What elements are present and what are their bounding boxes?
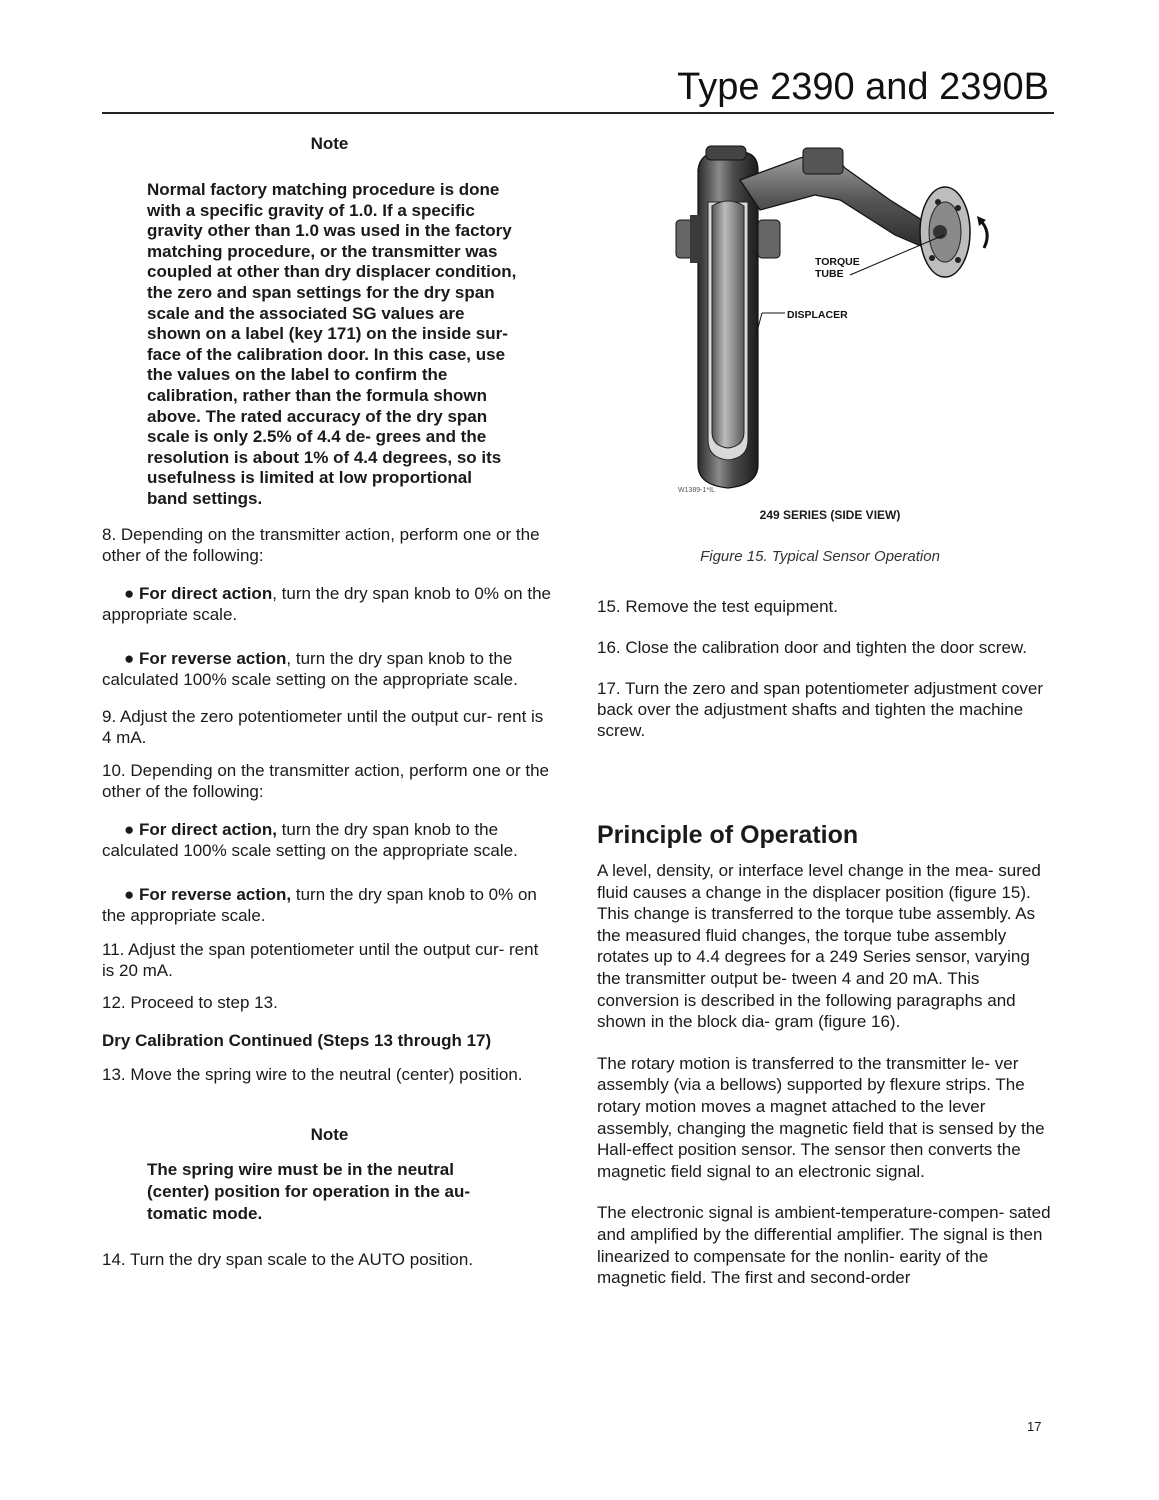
figure-code: W1389-1*IL <box>678 487 715 494</box>
figure-caption-title: 249 SERIES (SIDE VIEW) <box>759 508 901 522</box>
page-number: 17 <box>1027 1419 1042 1434</box>
left-column <box>102 133 552 1270</box>
step-14: 14. Turn the dry span scale to the AUTO position. <box>102 1249 474 1269</box>
step-11: 11. Adjust the span potentiometer until the output cur- rent is 20 mA. <box>102 939 539 980</box>
step-17: 17. Turn the zero and span potentiometer adjustment cover back over the adjustment shafts and tighten the machine screw. <box>597 679 1044 740</box>
figure-sensor <box>640 140 1020 530</box>
section-heading: Principle of Operation <box>597 821 859 849</box>
bullet-label: For reverse action <box>139 648 287 668</box>
bullet-icon: ● <box>124 648 135 668</box>
header-rule <box>102 112 1054 114</box>
paragraph: The electronic signal is ambient-temperature-compen- sated and amplified by the differential amplifier. The signal is then linearized to compensate for the nonlin- earity of the magnetic field. The first and second-order <box>597 1203 1051 1288</box>
step-8-bullet-direct <box>102 583 552 625</box>
note-title: Note <box>310 134 349 153</box>
figure-label-displacer: DISPLACER <box>787 309 848 321</box>
step-9: 9. Adjust the zero potentiometer until the output cur- rent is 4 mA. <box>102 706 544 747</box>
paragraph: The rotary motion is transferred to the transmitter le- ver assembly (via a bellows) supported by flexure strips. The rotary motion moves a magnet attached to the lever assembly, changing the magnetic field that is sensed by the Hall-effect position sensor. The sensor then converts the magnetic field signal to an electronic signal. <box>597 1053 1045 1181</box>
step-10-bullet-reverse <box>102 884 552 926</box>
document-header-title: Type 2390 and 2390B <box>677 66 1049 108</box>
bullet-text: , turn the dry span knob to the calculated 100% scale setting on the appropriate scale. <box>102 648 518 689</box>
bullet-label: For direct action, <box>139 819 277 839</box>
right-column <box>597 596 1052 1289</box>
paragraph: A level, density, or interface level change in the mea- sured fluid causes a change in the displacer position (figure 15). This change is transferred to the torque tube assembly. As the measured fluid changes, the torque tube assembly rotates up to 4.4 degrees for a 249 Series sensor, varying the transmitter output be- tween 4 and 20 mA. This conversion is described in the following paragraphs and shown in the block dia- gram (figure 16). <box>597 861 1041 1032</box>
figure-caption: Figure 15. Typical Sensor Operation <box>700 548 940 565</box>
bullet-icon: ● <box>124 884 135 904</box>
step-16: 16. Close the calibration door and tighten the door screw. <box>597 638 1027 657</box>
step-15: 15. Remove the test equipment. <box>597 597 838 616</box>
bullet-icon: ● <box>124 819 135 839</box>
bullet-text: turn the dry span knob to the calculated 100% scale setting on the appropriate scale. <box>102 819 518 860</box>
note-title: Note <box>310 1124 349 1144</box>
note-body: The spring wire must be in the neutral (center) position for operation in the au- tomatic mode. <box>147 1159 470 1223</box>
bullet-icon: ● <box>124 583 135 603</box>
step-8-bullet-reverse <box>102 648 552 690</box>
figure-label-tube: TUBE <box>815 268 844 280</box>
step-10: 10. Depending on the transmitter action, perform one or the other of the following: <box>102 760 549 801</box>
figure-label-torque: TORQUE <box>815 256 860 268</box>
step-12: 12. Proceed to step 13. <box>102 992 278 1012</box>
section-subheading: Dry Calibration Continued (Steps 13 through 17) <box>102 1030 492 1050</box>
bullet-text: turn the dry span knob to 0% on the appropriate scale. <box>102 884 537 925</box>
sensor-illustration <box>640 140 1020 530</box>
note-body: Normal factory matching procedure is done with a specific gravity of 1.0. If a specific gravity other than 1.0 was used in the factory matching procedure, or the transmitter was coupled at other than dry displacer condition, the zero and span settings for the dry span scale and the associated SG values are shown on a label (key 171) on the inside sur- face of the calibration door. In this case, use the values on the label to confirm the calibration, rather than the formula shown above. The rated accuracy of the dry span scale is only 2.5% of 4.4 de- grees and the resolution is about 1% of 4.4 degrees, so its usefulness is limited at low proportional band settings. <box>147 180 517 508</box>
step-10-bullet-direct <box>102 819 552 861</box>
step-8: 8. Depending on the transmitter action, perform one or the other of the following: <box>102 524 540 565</box>
bullet-label: For direct action <box>139 583 273 603</box>
step-13: 13. Move the spring wire to the neutral (center) position. <box>102 1064 523 1084</box>
bullet-text: , turn the dry span knob to 0% on the appropriate scale. <box>102 583 551 624</box>
bullet-label: For reverse action, <box>139 884 292 904</box>
